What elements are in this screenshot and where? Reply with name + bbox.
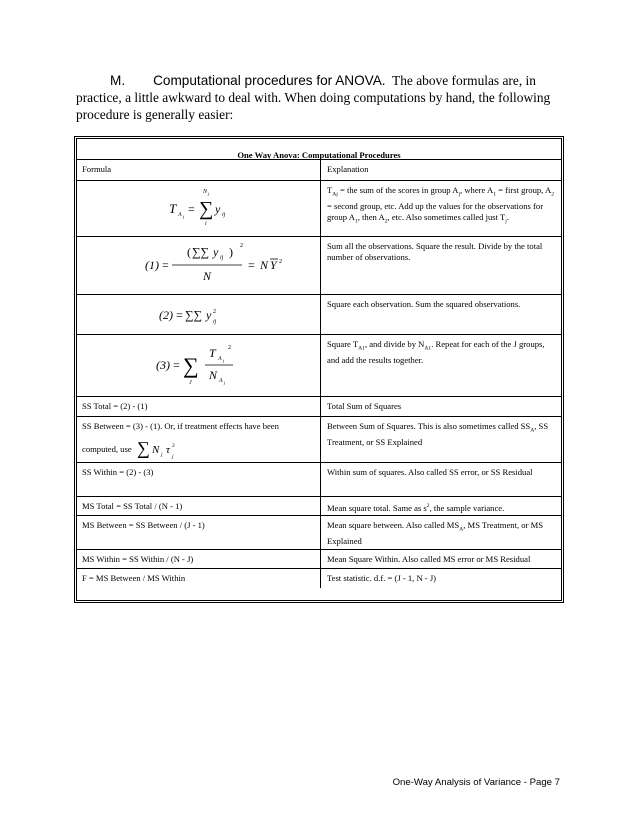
formula-3 [77, 337, 311, 393]
table-row [77, 550, 561, 569]
header-explanation: Explanation [327, 164, 369, 174]
formula-cell: F = MS Between / MS Within [77, 569, 321, 588]
svg-text:J: J [189, 380, 192, 386]
svg-text:=: = [162, 258, 169, 272]
svg-text:A: A [178, 212, 182, 218]
formula-cell [77, 295, 321, 334]
formula-taj [77, 183, 311, 231]
table-row [77, 181, 561, 237]
explanation-cell: Square $T_{A1}$, and divide by $N_{A1}$. Repeat for each of the J groups, and add the results together. [327, 339, 545, 365]
header-formula: Formula [77, 160, 321, 180]
table-row [77, 397, 561, 417]
svg-text:∑: ∑ [183, 353, 199, 378]
formula-cell [77, 181, 321, 236]
formula-cell: SS Within = (2) - (3) [77, 463, 321, 496]
formula-text: SS Between = (3) - (1). Or, if treatment effects have been [82, 421, 279, 431]
formula-cell: MS Total = SS Total / (N - 1) [77, 497, 321, 515]
svg-text:2: 2 [240, 243, 243, 249]
table-row [77, 237, 561, 295]
anova-table [74, 136, 564, 603]
formula-cell: MS Within = SS Within / (N - J) [77, 550, 321, 568]
explanation-cell: Test statistic. d.f. = (J - 1, N - J) [327, 573, 437, 583]
formula-2 [77, 297, 311, 333]
svg-text:=: = [248, 258, 255, 272]
explanation-cell: Between Sum of Squares. This is also sometimes called $SS_A$, SS Treatment, or SS Explained [327, 421, 549, 447]
svg-text:y: y [213, 245, 219, 259]
formula-cell: SS Total = (2) - (1) [77, 397, 321, 416]
table-row [77, 569, 561, 588]
svg-text:N: N [151, 444, 159, 456]
table-row [77, 417, 561, 463]
svg-text:A: A [219, 378, 223, 384]
explanation-cell: Within sum of squares. Also called SS error, or SS Residual [327, 467, 533, 477]
svg-text:N: N [203, 189, 208, 195]
table-row [77, 497, 561, 516]
svg-text:j: j [208, 191, 210, 196]
explanation-cell: Sum all the observations. Square the result. Divide by the total number of observations. [327, 241, 543, 262]
formula-1 [77, 239, 311, 291]
formula-cell [77, 335, 321, 396]
explanation-cell: Mean square total. Same as $s^2$, the sample variance. [327, 502, 505, 513]
page-footer: One-Way Analysis of Variance - Page 7 [392, 777, 560, 788]
svg-text:i: i [205, 221, 207, 227]
svg-text:(3): (3) [156, 358, 170, 372]
table-row [77, 335, 561, 397]
svg-text:ij: ij [220, 255, 224, 261]
explanation-cell: $T_{Aj}$ = the sum of the scores in group $A_j$, where $A_1$ = first group, $A_2$ = second group, etc. Add up the values for the observations for group $A_1$, then $A_2$, etc. Also sometimes called just $T_j$. [327, 185, 554, 225]
table-header-row [77, 160, 561, 181]
svg-text:j: j [224, 380, 226, 385]
svg-text:y: y [206, 308, 212, 322]
svg-text:2: 2 [228, 345, 231, 351]
svg-text:∑∑: ∑∑ [192, 245, 210, 259]
svg-text:N: N [203, 269, 212, 283]
svg-text:=: = [188, 202, 195, 216]
svg-text:Y: Y [270, 258, 277, 272]
explanation-cell: Square each observation. Sum the squared observations. [327, 299, 521, 309]
svg-text:ij: ij [222, 212, 226, 218]
svg-text:=: = [176, 308, 183, 322]
svg-text:j: j [183, 214, 185, 219]
svg-text:(2): (2) [159, 308, 173, 322]
formula-cell [77, 237, 321, 294]
table-row [77, 463, 561, 497]
section-heading: Computational procedures for ANOVA. [153, 73, 386, 88]
svg-text:T: T [209, 346, 216, 360]
svg-text:∑: ∑ [136, 438, 150, 458]
svg-text:N: N [209, 368, 218, 382]
svg-text:j: j [223, 358, 225, 363]
svg-text:T: T [169, 201, 177, 216]
section-letter: M. [110, 73, 126, 88]
table-row [77, 516, 561, 550]
table-row [77, 295, 561, 335]
svg-text:=: = [173, 358, 180, 372]
svg-text:τ: τ [165, 444, 170, 456]
formula-cell: MS Between = SS Between / (J - 1) [77, 516, 321, 549]
svg-text:∑∑: ∑∑ [185, 308, 203, 322]
formula-cell [77, 417, 321, 462]
svg-text:2: 2 [213, 309, 216, 315]
svg-text:2: 2 [279, 259, 282, 265]
svg-text:∑: ∑ [199, 198, 214, 220]
formula-tau [136, 438, 188, 460]
intro-paragraph [76, 72, 564, 123]
svg-text:ij: ij [213, 319, 217, 325]
svg-text:A: A [218, 356, 222, 362]
explanation-cell: Mean Square Within. Also called MS error or MS Residual [327, 554, 531, 564]
formula-text: computed, use [82, 444, 132, 454]
svg-text:(1): (1) [145, 258, 159, 272]
svg-text:(: ( [187, 245, 191, 259]
svg-text:2: 2 [171, 443, 175, 449]
explanation-cell: Mean square between. Also called $MS_A$, MS Treatment, or MS Explained [327, 520, 543, 546]
intro-body: The above formulas are, in practice, a little awkward to deal with. When doing computations by hand, the following procedure is generally easier: [76, 73, 551, 122]
svg-text:j: j [171, 454, 174, 460]
table-title: One Way Anova: Computational Procedures [77, 139, 561, 160]
svg-text:): ) [229, 245, 233, 259]
svg-text:j: j [160, 452, 163, 458]
svg-text:y: y [215, 202, 221, 216]
svg-text:N: N [260, 258, 269, 272]
explanation-cell: Total Sum of Squares [327, 401, 402, 411]
